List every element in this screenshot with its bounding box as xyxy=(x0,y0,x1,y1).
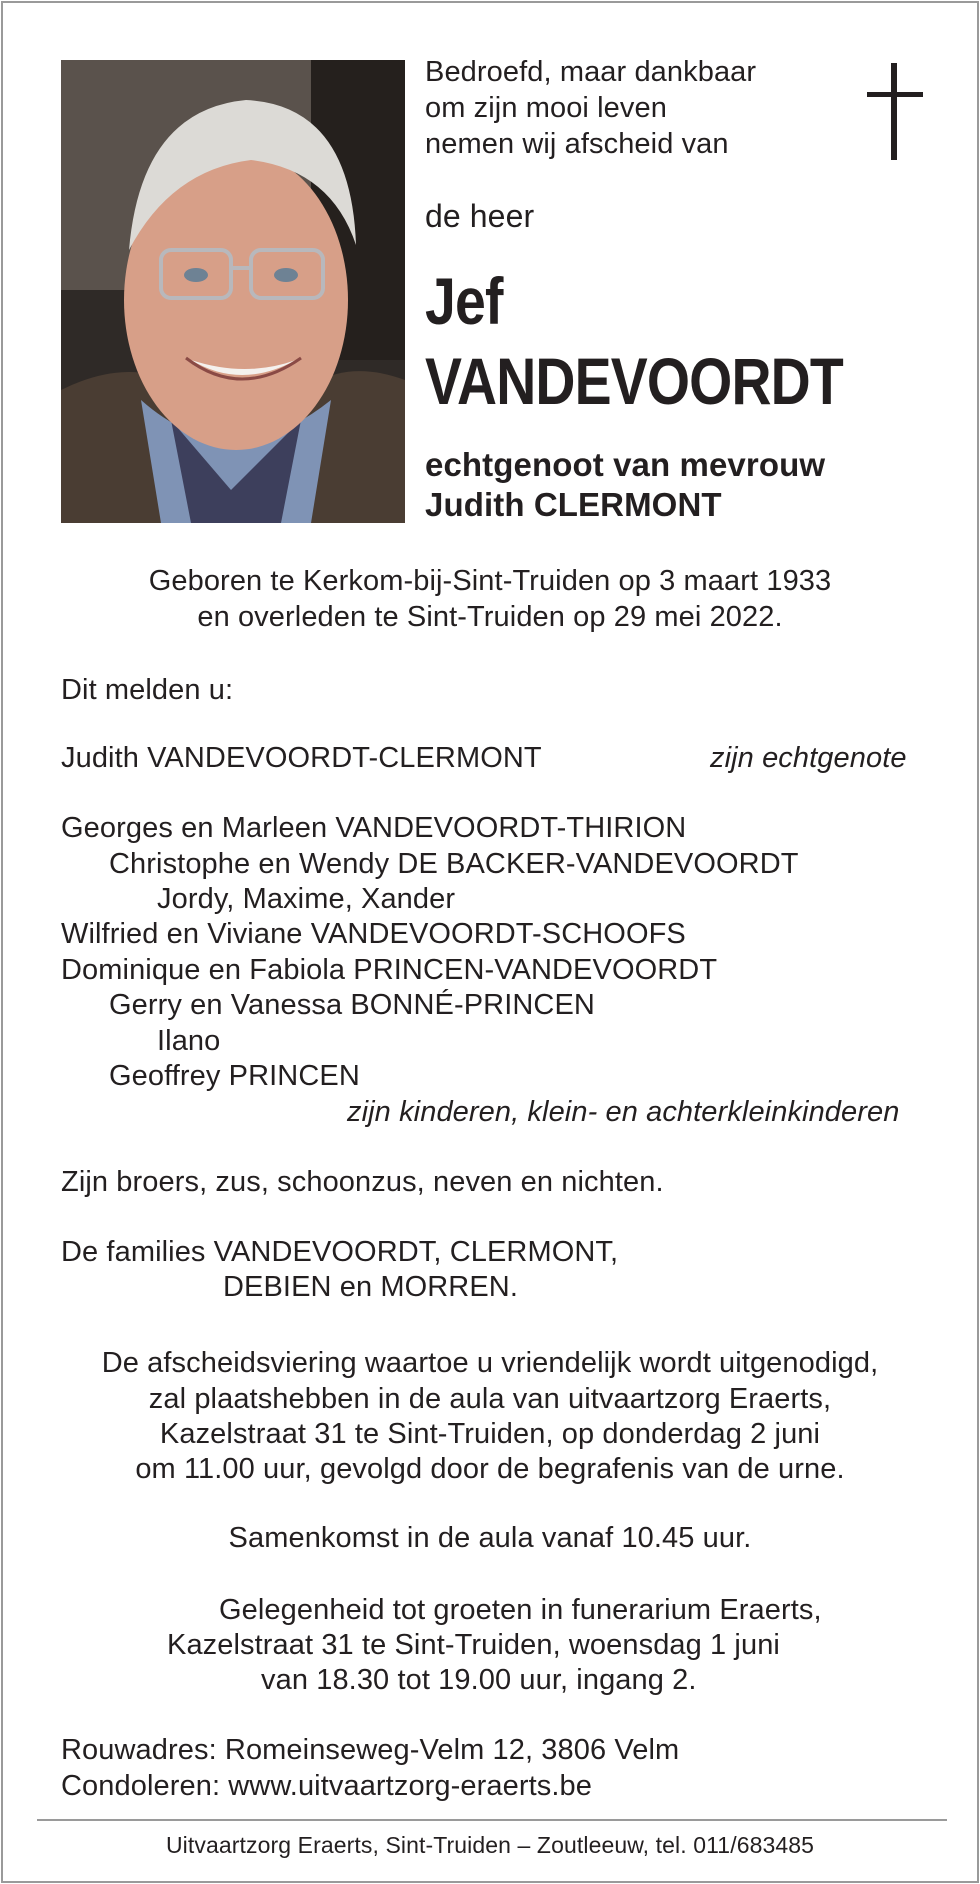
family-line-1: Georges en Marleen VANDEVOORDT-THIRION xyxy=(61,812,687,844)
cross-icon xyxy=(865,63,925,163)
family-line-7: Ilano xyxy=(157,1025,221,1057)
family-line-5: Dominique en Fabiola PRINCEN-VANDEVOORDT xyxy=(61,954,718,986)
address-line: Rouwadres: Romeinseweg-Velm 12, 3806 Velm xyxy=(61,1734,680,1766)
honorific: de heer xyxy=(425,198,535,234)
last-name: VANDEVOORDT xyxy=(425,344,843,418)
families-line-1: De families VANDEVOORDT, CLERMONT, xyxy=(61,1236,619,1268)
family-line-8: Geoffrey PRINCEN xyxy=(109,1060,360,1092)
ceremony-line-3: Kazelstraat 31 te Sint-Truiden, op donderdag 2 juni xyxy=(159,1418,821,1450)
death-line: en overleden te Sint-Truiden op 29 mei 2022. xyxy=(197,601,783,633)
birth-line: Geboren te Kerkom-bij-Sint-Truiden op 3 maart 1933 xyxy=(148,565,832,597)
first-name: Jef xyxy=(425,264,503,338)
families-line-2: DEBIEN en MORREN. xyxy=(223,1271,518,1303)
ceremony-line-1: De afscheidsviering waartoe u vriendelijk wordt uitgenodigd, xyxy=(101,1347,879,1379)
intro-line-2: om zijn mooi leven xyxy=(425,92,667,124)
visitation-line-3: van 18.30 tot 19.00 uur, ingang 2. xyxy=(261,1664,697,1696)
spouse-line-2: Judith CLERMONT xyxy=(425,486,722,523)
family-line-2: Christophe en Wendy DE BACKER-VANDEVOORDT xyxy=(109,848,799,880)
visitation-line-2: Kazelstraat 31 te Sint-Truiden, woensdag 1 juni xyxy=(167,1629,780,1661)
ceremony-line-4: om 11.00 uur, gevolgd door de begrafenis van de urne. xyxy=(135,1453,845,1485)
intro-line-3: nemen wij afscheid van xyxy=(425,128,729,160)
family-role: zijn kinderen, klein- en achterkleinkinderen xyxy=(347,1096,900,1128)
footer-divider xyxy=(37,1819,947,1821)
wife-name: Judith VANDEVOORDT-CLERMONT xyxy=(61,742,542,774)
footer-text: Uitvaartzorg Eraerts, Sint-Truiden – Zoutleeuw, tel. 011/683485 xyxy=(165,1832,815,1858)
condolences-line: Condoleren: www.uitvaartzorg-eraerts.be xyxy=(61,1770,592,1802)
announce-line: Dit melden u: xyxy=(61,674,234,706)
intro-line-1: Bedroefd, maar dankbaar xyxy=(425,56,757,88)
portrait-image xyxy=(61,60,405,523)
portrait-photo xyxy=(61,60,405,523)
gathering-line: Samenkomst in de aula vanaf 10.45 uur. xyxy=(228,1522,752,1554)
family-line-3: Jordy, Maxime, Xander xyxy=(157,883,456,915)
spouse-line-1: echtgenoot van mevrouw xyxy=(425,446,826,483)
family-line-4: Wilfried en Viviane VANDEVOORDT-SCHOOFS xyxy=(61,918,686,950)
obituary-card xyxy=(1,1,979,1883)
visitation-line-1: Gelegenheid tot groeten in funerarium Eraerts, xyxy=(219,1594,822,1626)
wife-role: zijn echtgenote xyxy=(710,742,907,774)
ceremony-line-2: zal plaatshebben in de aula van uitvaartzorg Eraerts, xyxy=(148,1383,832,1415)
family-line-6: Gerry en Vanessa BONNÉ-PRINCEN xyxy=(109,989,595,1021)
siblings-line: Zijn broers, zus, schoonzus, neven en nichten. xyxy=(61,1166,664,1198)
